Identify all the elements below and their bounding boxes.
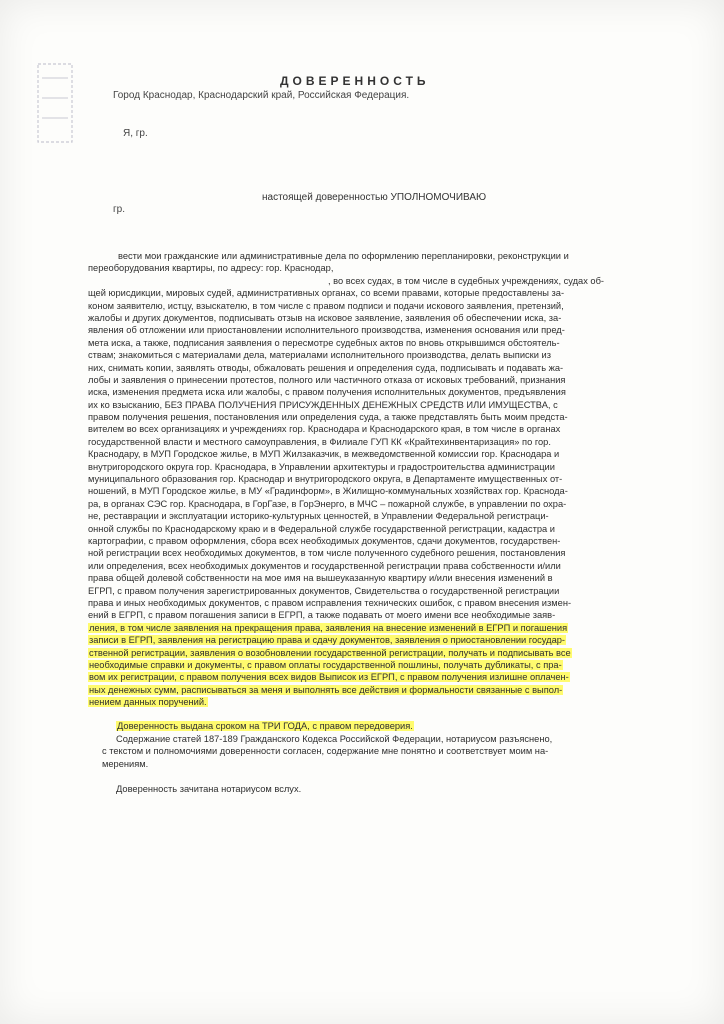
text-line-content: нением данных поручений. bbox=[89, 697, 207, 708]
text-line-content: ствам; знакомиться с материалами дела, материалами исполнительного производства, делать выписки из bbox=[88, 350, 551, 361]
text-line bbox=[88, 473, 688, 485]
text-line-content: внутригородского округа гор. Краснодара, в Управлении архитектуры и градостроительства администрации bbox=[88, 461, 555, 472]
text-line-content: с текстом и полномочиями доверенности согласен, содержание мне понятно и соответствует моим на- bbox=[102, 746, 549, 757]
text-line-content: лобы и заявления о принесении протестов, полного или частичного отказа от исковых требований, признания bbox=[88, 374, 566, 385]
text-line bbox=[88, 399, 688, 411]
text-line bbox=[88, 733, 688, 746]
text-line bbox=[88, 572, 688, 584]
text-line bbox=[88, 758, 688, 771]
text-line bbox=[88, 250, 688, 262]
text-line bbox=[88, 585, 688, 597]
text-line-content: коном заявителю, истцу, взыскателю, в том числе с правом подписи и подачи искового заявления, претензий, bbox=[88, 300, 564, 311]
text-line bbox=[88, 324, 688, 336]
text-line bbox=[88, 300, 688, 312]
text-line bbox=[88, 498, 688, 510]
text-line-content: вителем во всех организациях и учреждениях гор. Краснодара и Краснодарского края, в том числе в органах bbox=[88, 424, 561, 435]
text-line-content: явления об отложении или приостановлении исполнительного производства, изменения основания или пред- bbox=[88, 325, 565, 336]
text-line-content: ной регистрации всех необходимых документов, в том числе полученного судебного решения, постановления bbox=[88, 548, 566, 559]
text-line-content: мета иска, а также, подписания заявления о пересмотре судебных актов по вновь открывшимся обстоятель- bbox=[88, 337, 560, 348]
text-line-content: Доверенность выдана сроком на ТРИ ГОДА, с правом передоверия. bbox=[117, 721, 413, 731]
text-line bbox=[88, 523, 688, 535]
text-line-content: жалобы и других документов, подписывать отзыв на исковое заявление, заявления об обеспечении иска, за- bbox=[88, 312, 562, 323]
text-line bbox=[88, 770, 688, 783]
text-line bbox=[88, 374, 688, 386]
text-line bbox=[88, 386, 688, 398]
text-line-content: права и иных необходимых документов, с правом исправления технических ошибок, с правом внесения измен- bbox=[88, 597, 572, 608]
text-line-content: переоборудования квартиры, по адресу: гор. Краснодар, bbox=[88, 263, 334, 274]
text-line bbox=[88, 597, 688, 609]
text-line bbox=[88, 609, 688, 621]
text-line-content: ЕГРП, с правом получения зарегистрированных документов, Свидетельства о государственной регистрации bbox=[88, 585, 560, 596]
text-line-content: или определения, всех необходимых документов и государственной регистрации права собственности и/или bbox=[88, 560, 561, 571]
principal-line: Я, гр. bbox=[123, 128, 148, 139]
text-line bbox=[88, 560, 688, 572]
text-line-content: мерениям. bbox=[102, 758, 149, 769]
text-line-content: вом их регистрации, с правом получения всех видов Выписок из ЕГРП, с правом получения излишне оплачен- bbox=[89, 672, 569, 683]
text-line-content: ственной регистрации, заявления о возобновлении государственной регистрации, получать и подписывать все bbox=[89, 647, 571, 658]
document-title: ДОВЕРЕННОСТЬ bbox=[280, 74, 430, 88]
text-line-content: не, реставрации и эксплуатации историко-культурных ценностей, в Управлении Федеральной регистраци- bbox=[88, 511, 549, 522]
text-line-content: записи в ЕГРП, заявления на регистрацию права и сдачу документов, заявления о приостановлении государ- bbox=[89, 635, 566, 646]
text-line bbox=[88, 745, 688, 758]
text-line bbox=[88, 349, 688, 361]
text-line bbox=[88, 423, 688, 435]
text-line bbox=[88, 696, 688, 708]
text-line-content: вести мои гражданские или административные дела по оформлению перепланировки, реконструкции и bbox=[118, 251, 569, 261]
text-line-content: правом получения решения, постановления или определения суда, а также представлять быть моим предста- bbox=[88, 412, 568, 423]
document-tail bbox=[88, 720, 688, 796]
agent-line: гр. bbox=[113, 204, 125, 215]
text-line-content: права общей долевой собственности на мое имя на вышеуказанную квартиру и/или внесения изменений в bbox=[88, 573, 553, 584]
text-line bbox=[88, 659, 688, 671]
text-line-content: ных денежных сумм, расписываться за меня и выполнять все действия и формальности связанные с выпол- bbox=[89, 684, 563, 695]
text-line bbox=[88, 275, 688, 287]
text-line bbox=[88, 647, 688, 659]
text-line-content: онной службы по Краснодарскому краю и в Федеральной службе государственной регистрации, кадастра и bbox=[88, 523, 555, 534]
text-line-content: ра, в органах СЭС гор. Краснодара, в ГорГазе, в ГорЭнерго, в МЧС – пожарной службе, в управлении по охра- bbox=[88, 498, 567, 509]
text-line-content: муниципального образования гор. Краснодар и внутригородского округа, в Департаменте имущественных от- bbox=[88, 474, 563, 485]
text-line-content: ений в ЕГРП, с правом погашения записи в ЕГРП, а также подавать от моего имени все необходимые заяв- bbox=[88, 610, 556, 621]
text-line bbox=[88, 535, 688, 547]
text-line bbox=[88, 362, 688, 374]
text-line-content: ношений, в МУП Городское жилье, в МУ «Градинформ», в Жилищно-коммунальных хозяйствах гор. Краснода- bbox=[88, 486, 568, 497]
text-line bbox=[88, 448, 688, 460]
text-line bbox=[88, 671, 688, 683]
text-line bbox=[88, 262, 688, 274]
text-line bbox=[88, 720, 688, 733]
text-line-content: необходимые справки и документы, с правом оплаты государственной пошлины, получать дубликаты, с пра- bbox=[89, 659, 562, 670]
text-line bbox=[88, 461, 688, 473]
text-line bbox=[88, 411, 688, 423]
authorize-line: настоящей доверенностью УПОЛНОМОЧИВАЮ bbox=[262, 192, 487, 203]
text-line-content: иска, изменения предмета иска или жалобы, с правом получения исполнительных документов, предъявления bbox=[88, 387, 566, 398]
text-line bbox=[88, 510, 688, 522]
text-line-content: , во всех судах, в том числе в судебных учреждениях, судах об- bbox=[328, 275, 605, 286]
text-line bbox=[88, 634, 688, 646]
text-line-content: картографии, с правом оформления, сбора всех необходимых документов, сдачи документов, государствен- bbox=[88, 535, 561, 546]
document-body bbox=[88, 250, 688, 708]
text-line bbox=[88, 783, 688, 796]
text-line bbox=[88, 312, 688, 324]
text-line-content: них, снимать копии, заявлять отводы, обжаловать решения и определения суда, подписывать и подавать жа- bbox=[88, 362, 564, 373]
text-line bbox=[88, 684, 688, 696]
stamp-mark bbox=[34, 58, 78, 150]
text-line-content: Доверенность зачитана нотариусом вслух. bbox=[116, 783, 302, 794]
text-line-content: щей юрисдикции, мировых судей, административных органах, со всеми правами, которые предоставлены за- bbox=[88, 288, 565, 299]
text-line bbox=[88, 287, 688, 299]
text-line-content: Содержание статей 187-189 Гражданского Кодекса Российской Федерации, нотариусом разъяснено, bbox=[116, 733, 553, 744]
text-line bbox=[88, 436, 688, 448]
text-line bbox=[88, 485, 688, 497]
text-line-content: Краснодару, в МУП Городское жилье, в МУП Жилзаказчик, в межведомственной комиссии гор. Краснодара и bbox=[88, 449, 560, 460]
text-line bbox=[88, 337, 688, 349]
text-line bbox=[88, 547, 688, 559]
text-line bbox=[88, 622, 688, 634]
text-line-content: государственной власти и местного самоуправления, в Филиале ГУП КК «Крайтехинвентаризация» по гор. bbox=[88, 436, 551, 447]
text-line-content: ления, в том числе заявления на прекращения права, заявления на внесение изменений в ЕГРП и погашения bbox=[89, 622, 568, 633]
text-line-content: их ко взысканию, БЕЗ ПРАВА ПОЛУЧЕНИЯ ПРИСУЖДЕННЫХ ДЕНЕЖНЫХ СРЕДСТВ ИЛИ ИМУЩЕСТВА, с bbox=[88, 399, 558, 410]
city-line: Город Краснодар, Краснодарский край, Российская Федерация. bbox=[113, 90, 410, 101]
